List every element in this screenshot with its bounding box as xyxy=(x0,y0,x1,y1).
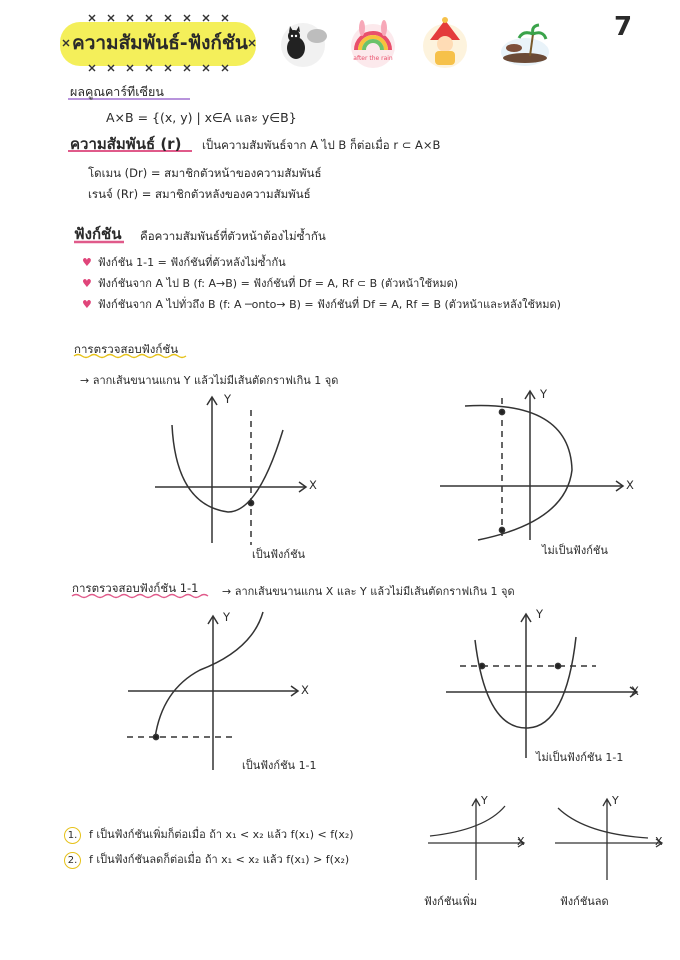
check-function-heading: การตรวจสอบฟังก์ชัน xyxy=(74,342,179,356)
check-one-to-one-heading: การตรวจสอบฟังก์ชัน 1-1 xyxy=(72,581,199,595)
graph-one-to-one xyxy=(127,612,298,770)
graph-increasing xyxy=(428,799,524,880)
graph4-x-label: X xyxy=(631,684,639,698)
graph2-x-label: X xyxy=(626,478,634,492)
graph-not-function xyxy=(440,391,623,540)
function-bullet-2 xyxy=(82,274,458,292)
monotonic-text: f เป็นฟังก์ชันเพิ่มก็ต่อเมื่อ ถ้า x₁ < x₂ แล้ว f(x₁) < f(x₂) xyxy=(89,828,354,841)
graph3-caption: เป็นฟังก์ชัน 1-1 xyxy=(242,759,317,772)
graph3-y-label: Y xyxy=(223,610,231,624)
graph4-caption: ไม่เป็นฟังก์ชัน 1-1 xyxy=(536,751,624,764)
rainbow-text: after the rain xyxy=(353,55,393,62)
monotonic-text: f เป็นฟังก์ชันลดก็ต่อเมื่อ ถ้า x₁ < x₂ แล้ว f(x₁) > f(x₂) xyxy=(89,853,350,866)
number-circle: 1. xyxy=(64,827,81,844)
function-bullet-1 xyxy=(82,253,286,271)
graph-decreasing xyxy=(555,799,662,880)
graph6-y-label: Y xyxy=(612,794,619,807)
graph2-y-label: Y xyxy=(540,387,548,401)
graph6-caption: ฟังก์ชันลด xyxy=(560,895,609,908)
graph4-y-label: Y xyxy=(536,607,544,621)
bullet-text: ฟังก์ชันจาก A ไป B (f: A→B) = ฟังก์ชันที่ Df = A, Rf ⊂ B (ตัวหน้าใช้หมด) xyxy=(97,277,459,290)
function-definition: คือความสัมพันธ์ที่ตัวหน้าต้องไม่ซ้ำกัน xyxy=(140,229,326,243)
relation-heading: ความสัมพันธ์ (r) xyxy=(70,135,182,153)
heart-icon: ♥ xyxy=(82,277,92,290)
heart-icon: ♥ xyxy=(82,298,92,311)
check-function-note: → ลากเส้นขนานแกน Y แล้วไม่มีเส้นตัดกราฟเกิน 1 จุด xyxy=(80,374,339,387)
monotonic-item-2 xyxy=(64,850,349,869)
graph1-caption: เป็นฟังก์ชัน xyxy=(252,548,306,561)
graph5-y-label: Y xyxy=(481,794,488,807)
bullet-text: ฟังก์ชันจาก A ไปทั่วถึง B (f: A ─onto→ B) = ฟังก์ชันที่ Df = A, Rf = B (ตัวหน้าและหลังใช้หมด) xyxy=(97,298,561,311)
girl-sticker-icon xyxy=(423,17,467,68)
relation-range: เรนจ์ (Rr) = สมาชิกตัวหลังของความสัมพันธ์ xyxy=(88,187,311,201)
graph2-caption: ไม่เป็นฟังก์ชัน xyxy=(542,544,608,557)
heart-icon: ♥ xyxy=(82,256,92,269)
monotonic-item-1 xyxy=(64,825,354,844)
graph6-x-label: X xyxy=(655,835,663,848)
graph-not-one-to-one xyxy=(446,614,637,758)
graph1-y-label: Y xyxy=(224,392,232,406)
graph5-caption: ฟังก์ชันเพิ่ม xyxy=(424,895,478,908)
relation-domain: โดเมน (Dr) = สมาชิกตัวหน้าของความสัมพันธ์ xyxy=(88,166,322,180)
bullet-text: ฟังก์ชัน 1-1 = ฟังก์ชันที่ตัวหลังไม่ซ้ำกัน xyxy=(97,256,286,269)
cartesian-formula: A×B = {(x, y) | x∈A และ y∈B} xyxy=(106,110,297,125)
number-circle: 2. xyxy=(64,852,81,869)
graph1-x-label: X xyxy=(309,478,317,492)
graph3-x-label: X xyxy=(301,683,309,697)
island-sticker-icon xyxy=(501,25,549,66)
cartesian-heading: ผลคูณคาร์ทีเซียน xyxy=(70,84,164,99)
page-number: 7 xyxy=(614,12,633,42)
check-one-to-one-note: → ลากเส้นขนานแกน X และ Y แล้วไม่มีเส้นตัดกราฟเกิน 1 จุด xyxy=(222,585,515,598)
graph5-x-label: X xyxy=(517,835,525,848)
function-heading: ฟังก์ชัน xyxy=(74,225,122,243)
relation-definition: เป็นความสัมพันธ์จาก A ไป B ก็ต่อเมื่อ r ⊂ A×B xyxy=(202,138,441,152)
page-title: ความสัมพันธ์-ฟังก์ชัน xyxy=(72,32,248,54)
cat-sticker-icon xyxy=(281,23,327,67)
graph-is-function xyxy=(155,397,306,545)
function-bullet-3 xyxy=(82,295,561,313)
